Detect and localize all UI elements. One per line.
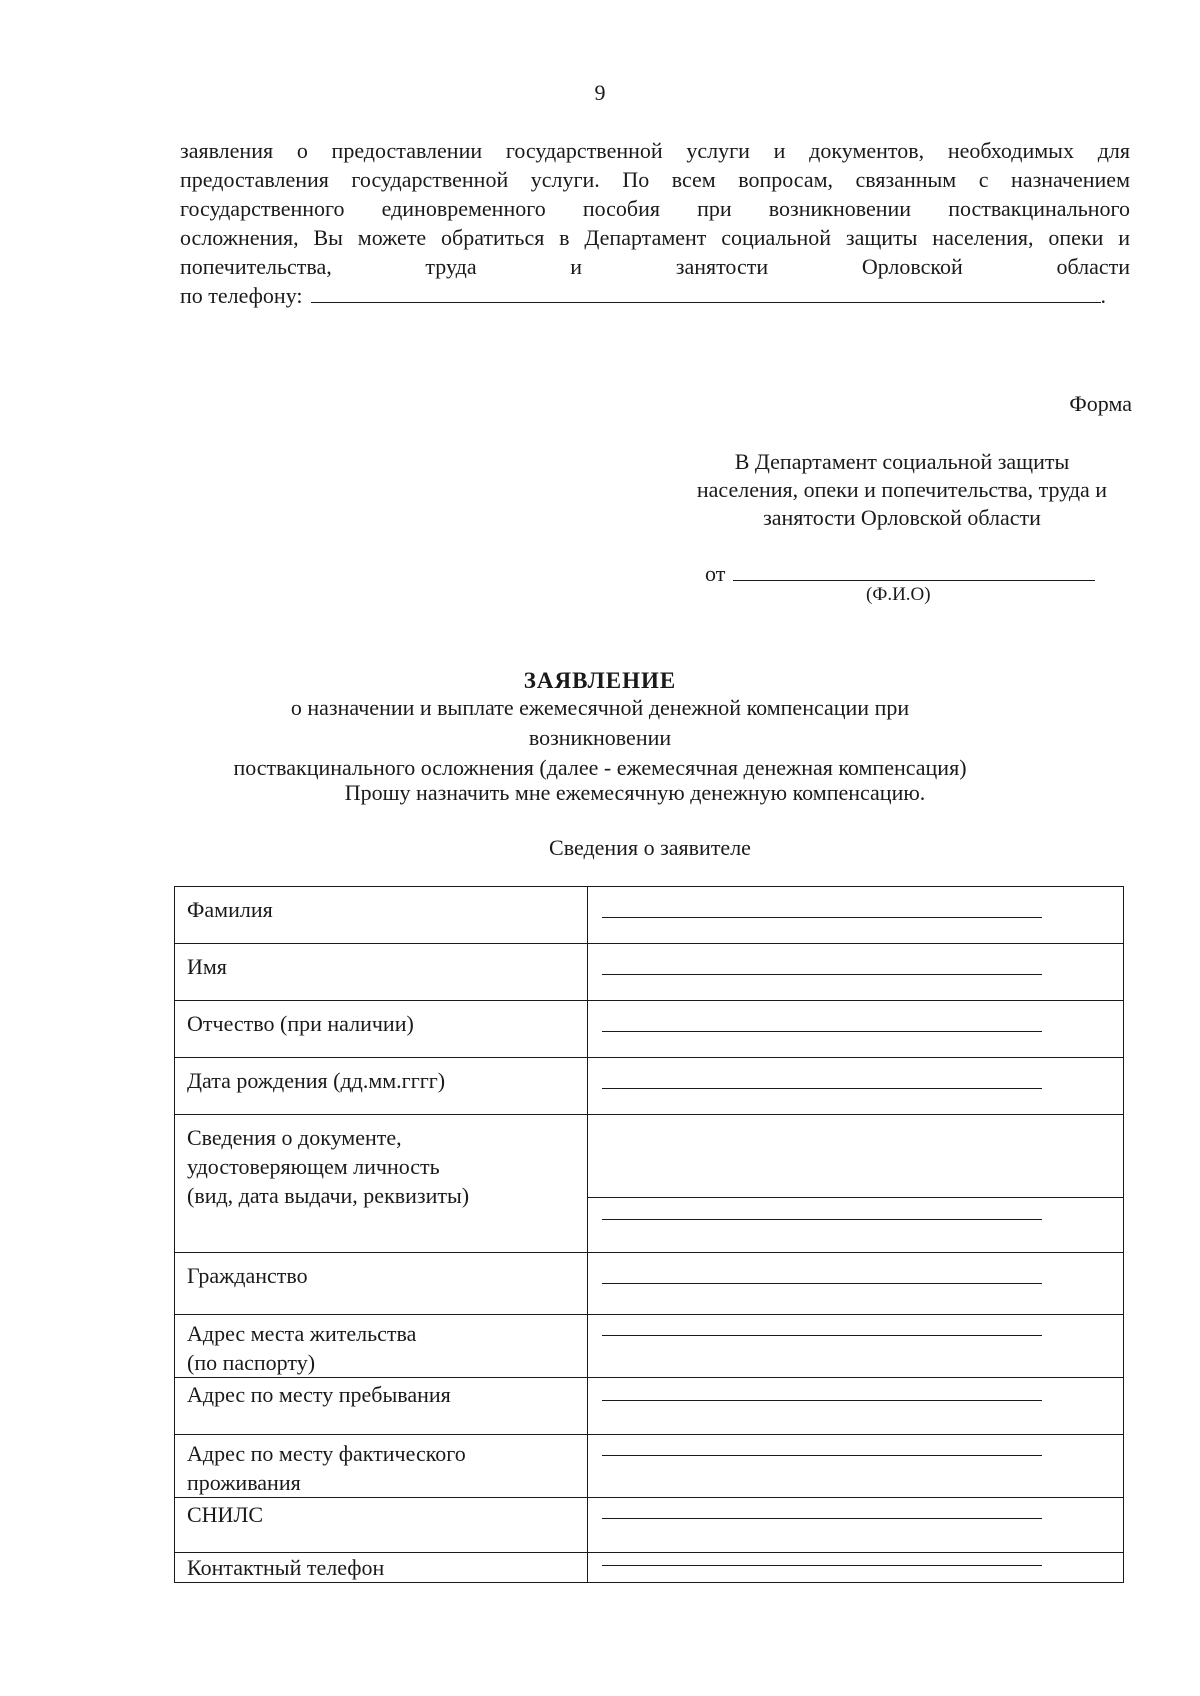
field-label-snils: СНИЛС	[175, 1498, 588, 1553]
field-label-patronymic: Отчество (при наличии)	[175, 1001, 588, 1058]
field-value-registration-address[interactable]	[588, 1315, 1124, 1378]
field-value-identity-document[interactable]	[588, 1115, 1124, 1253]
intro-paragraph	[180, 136, 1130, 310]
intro-line: заявления о предоставлении государственной услуги и документов, необходимых для	[180, 138, 1130, 163]
table-row	[175, 1315, 1124, 1378]
intro-line: предоставления государственной услуги. По всем вопросам, связанным с назначением	[180, 167, 1130, 192]
application-title: ЗАЯВЛЕНИЕ	[523, 668, 677, 693]
blank-line	[602, 1031, 1042, 1032]
field-value-phone[interactable]	[588, 1553, 1124, 1583]
field-value-actual-address[interactable]	[588, 1435, 1124, 1498]
page-number: 9	[594, 80, 606, 105]
field-value-patronymic[interactable]	[588, 1001, 1124, 1058]
table-row	[175, 887, 1124, 944]
intro-line: государственного единовременного пособия при возникновении поствакцинального	[180, 196, 1130, 221]
application-subtitle	[220, 693, 980, 783]
blank-line	[602, 1283, 1042, 1284]
intro-line: осложнения, Вы можете обратиться в Департамент социальной защиты населения, опеки и	[180, 225, 1130, 250]
blank-line	[602, 1518, 1042, 1519]
field-label-phone: Контактный телефон	[175, 1553, 588, 1583]
field-label-citizenship: Гражданство	[175, 1253, 588, 1315]
blank-line	[602, 1565, 1042, 1566]
blank-line	[602, 1455, 1042, 1456]
field-value-surname[interactable]	[588, 887, 1124, 944]
table-row	[175, 1253, 1124, 1315]
blank-line	[602, 1400, 1042, 1401]
request-text: Прошу назначить мне ежемесячную денежную компенсацию.	[344, 780, 926, 805]
form-label: Форма	[1069, 391, 1132, 416]
blank-line	[602, 917, 1042, 918]
blank-line	[602, 1219, 1042, 1220]
addressee-line: занятости Орловской области	[763, 505, 1041, 530]
subtitle-line: о назначении и выплате ежемесячной денежной компенсации при возникновении	[290, 695, 910, 750]
blank-line	[602, 1335, 1042, 1336]
table-row	[175, 944, 1124, 1001]
from-label: от	[705, 561, 726, 586]
subtitle-line: поствакцинального осложнения (далее - ежемесячная денежная компенсация)	[233, 755, 967, 780]
section-title: Сведения о заявителе	[549, 835, 751, 860]
phone-blank[interactable]	[311, 282, 1101, 303]
field-value-stay-address[interactable]	[588, 1378, 1124, 1435]
intro-line: попечительства, труда и занятости Орловской области	[180, 254, 1130, 279]
from-blank[interactable]	[733, 562, 1095, 581]
table-row	[175, 1553, 1124, 1583]
field-label-identity-document: Сведения о документе, удостоверяющем личность (вид, дата выдачи, реквизиты)	[175, 1115, 588, 1253]
field-value-snils[interactable]	[588, 1498, 1124, 1553]
table-row	[175, 1001, 1124, 1058]
field-label-surname: Фамилия	[175, 887, 588, 944]
table-row	[175, 1498, 1124, 1553]
field-value-name[interactable]	[588, 944, 1124, 1001]
addressee-line: В Департамент социальной защиты	[734, 449, 1070, 474]
field-value-birthdate[interactable]	[588, 1058, 1124, 1115]
applicant-info-table	[174, 886, 1124, 1583]
table-row	[175, 1378, 1124, 1435]
field-label-birthdate: Дата рождения (дд.мм.гггг)	[175, 1058, 588, 1115]
table-row	[175, 1058, 1124, 1115]
addressee-block	[672, 448, 1132, 532]
field-label-registration-address: Адрес места жительства (по паспорту)	[175, 1315, 588, 1378]
addressee-line: населения, опеки и попечительства, труда и	[696, 477, 1108, 502]
phone-end: .	[1100, 283, 1107, 308]
phone-label: по телефону:	[180, 283, 303, 308]
field-label-stay-address: Адрес по месту пребывания	[175, 1378, 588, 1435]
table-row	[175, 1435, 1124, 1498]
field-label-actual-address: Адрес по месту фактического проживания	[175, 1435, 588, 1498]
subrow-divider	[588, 1197, 1123, 1198]
table-row	[175, 1115, 1124, 1253]
field-value-citizenship[interactable]	[588, 1253, 1124, 1315]
phone-line-row	[180, 281, 1130, 310]
blank-line	[602, 974, 1042, 975]
blank-line	[602, 1088, 1042, 1089]
fio-hint: (Ф.И.О)	[866, 584, 931, 605]
field-label-name: Имя	[175, 944, 588, 1001]
